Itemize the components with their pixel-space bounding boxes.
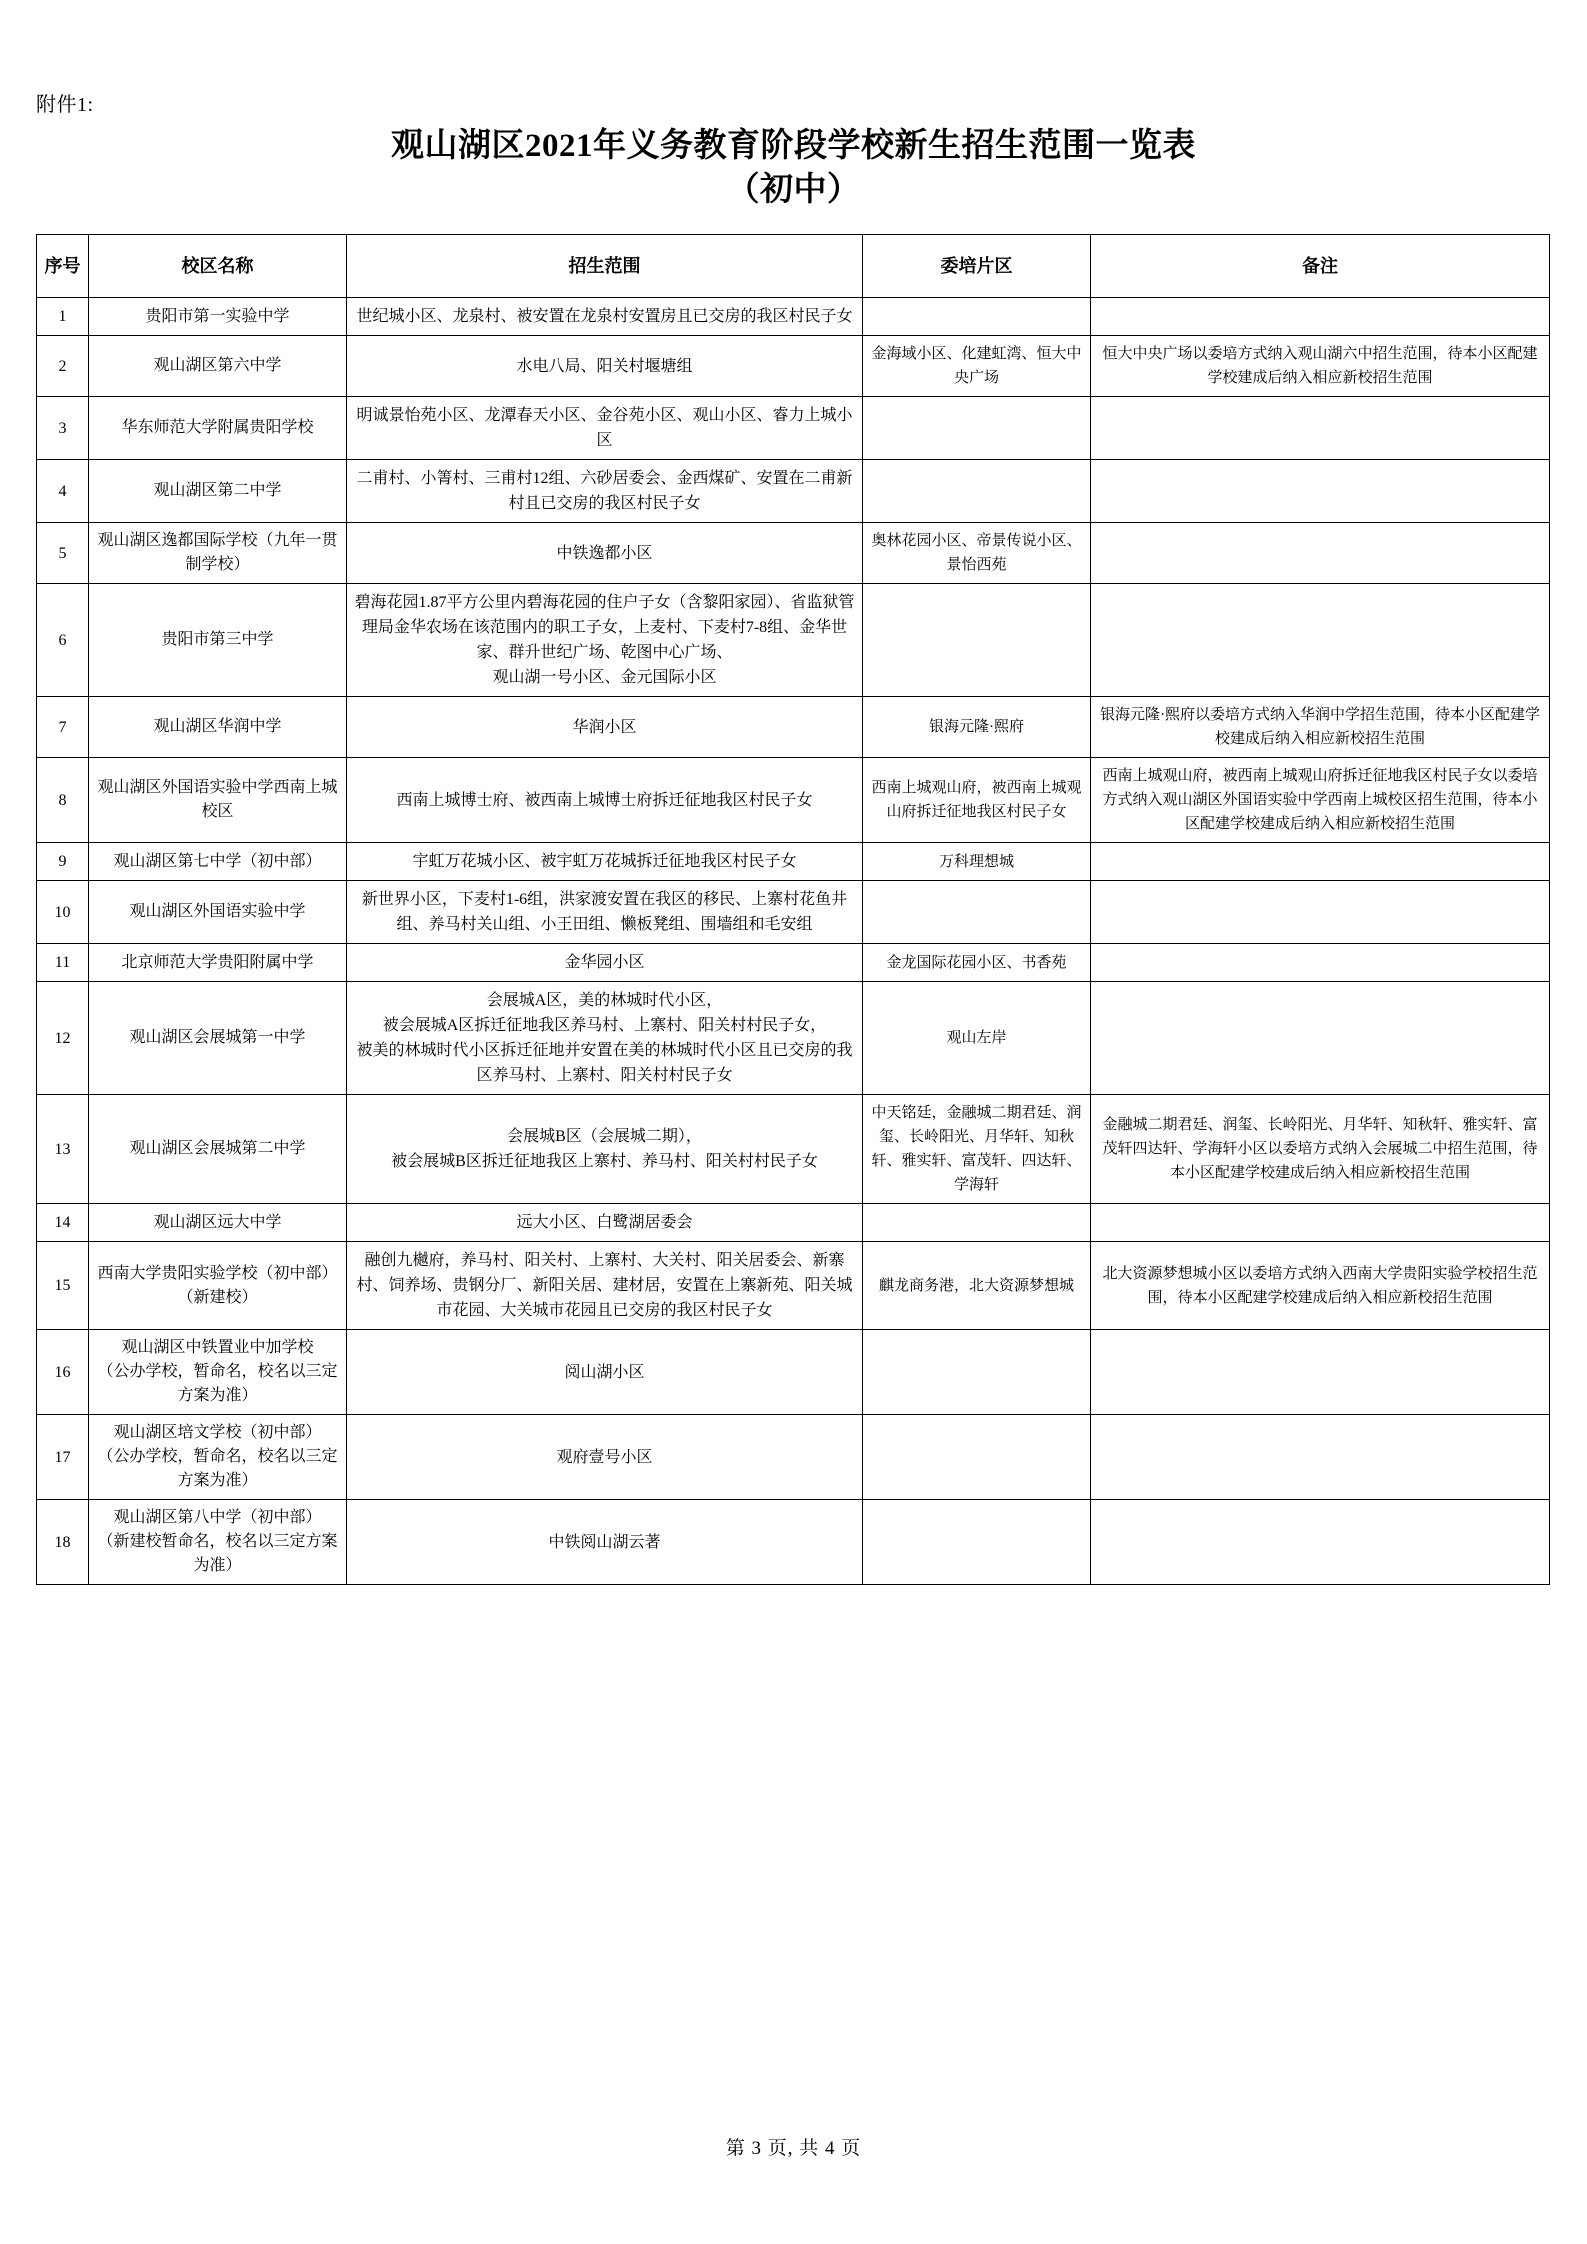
cell-index: 14 <box>37 1204 89 1242</box>
cell-enrollment-range: 华润小区 <box>347 697 863 758</box>
cell-index: 13 <box>37 1095 89 1204</box>
cell-enrollment-range: 明诚景怡苑小区、龙潭春天小区、金谷苑小区、观山小区、睿力上城小区 <box>347 397 863 460</box>
cell-entrusted-area <box>863 1330 1091 1415</box>
cell-entrusted-area <box>863 1500 1091 1585</box>
cell-school-name: 北京师范大学贵阳附属中学 <box>89 944 347 982</box>
cell-index: 3 <box>37 397 89 460</box>
cell-entrusted-area: 银海元隆·熙府 <box>863 697 1091 758</box>
cell-enrollment-range: 二甫村、小箐村、三甫村12组、六砂居委会、金西煤矿、安置在二甫新村且已交房的我区村民子女 <box>347 460 863 523</box>
column-header-school: 校区名称 <box>89 235 347 298</box>
cell-note: 银海元隆·熙府以委培方式纳入华润中学招生范围，待本小区配建学校建成后纳入相应新校招生范围 <box>1091 697 1550 758</box>
table-header-row <box>37 235 1550 298</box>
cell-school-name: 观山湖区第八中学（初中部） （新建校暂命名，校名以三定方案为准） <box>89 1500 347 1585</box>
table-row <box>37 1330 1550 1415</box>
cell-school-name: 观山湖区外国语实验中学西南上城校区 <box>89 758 347 843</box>
table-row <box>37 584 1550 697</box>
cell-index: 4 <box>37 460 89 523</box>
cell-index: 11 <box>37 944 89 982</box>
cell-school-name: 华东师范大学附属贵阳学校 <box>89 397 347 460</box>
column-header-note: 备注 <box>1091 235 1550 298</box>
table-row <box>37 336 1550 397</box>
cell-note: 西南上城观山府，被西南上城观山府拆迁征地我区村民子女以委培方式纳入观山湖区外国语实验中学西南上城校区招生范围，待本小区配建学校建成后纳入相应新校招生范围 <box>1091 758 1550 843</box>
cell-note: 金融城二期君廷、润玺、长岭阳光、月华轩、知秋轩、雅实轩、富茂轩四达轩、学海轩小区以委培方式纳入会展城二中招生范围，待本小区配建学校建成后纳入相应新校招生范围 <box>1091 1095 1550 1204</box>
cell-note <box>1091 298 1550 336</box>
cell-school-name: 贵阳市第一实验中学 <box>89 298 347 336</box>
table-row <box>37 1242 1550 1330</box>
cell-note <box>1091 1330 1550 1415</box>
cell-note <box>1091 843 1550 881</box>
cell-school-name: 观山湖区会展城第二中学 <box>89 1095 347 1204</box>
table-row <box>37 982 1550 1095</box>
page-footer: 第 3 页, 共 4 页 <box>725 2138 862 2159</box>
cell-note <box>1091 1500 1550 1585</box>
cell-entrusted-area: 中天铭廷，金融城二期君廷、润玺、长岭阳光、月华轩、知秋轩、雅实轩、富茂轩、四达轩、学海轩 <box>863 1095 1091 1204</box>
cell-school-name: 观山湖区培文学校（初中部） （公办学校，暂命名，校名以三定方案为准） <box>89 1415 347 1500</box>
cell-note <box>1091 584 1550 697</box>
table-row <box>37 298 1550 336</box>
table-row <box>37 397 1550 460</box>
table-body <box>37 298 1550 1585</box>
cell-school-name: 贵阳市第三中学 <box>89 584 347 697</box>
cell-school-name: 观山湖区远大中学 <box>89 1204 347 1242</box>
cell-note <box>1091 881 1550 944</box>
table-row <box>37 881 1550 944</box>
cell-enrollment-range: 金华园小区 <box>347 944 863 982</box>
column-header-range: 招生范围 <box>347 235 863 298</box>
column-header-entrust: 委培片区 <box>863 235 1091 298</box>
table-row <box>37 697 1550 758</box>
cell-school-name: 观山湖区第七中学（初中部） <box>89 843 347 881</box>
cell-enrollment-range: 宇虹万花城小区、被宇虹万花城拆迁征地我区村民子女 <box>347 843 863 881</box>
cell-note <box>1091 982 1550 1095</box>
cell-entrusted-area: 奥林花园小区、帝景传说小区、景怡西苑 <box>863 523 1091 584</box>
cell-index: 7 <box>37 697 89 758</box>
cell-entrusted-area <box>863 298 1091 336</box>
column-header-index: 序号 <box>37 235 89 298</box>
cell-entrusted-area <box>863 1415 1091 1500</box>
page-title <box>0 124 1587 212</box>
table-row <box>37 523 1550 584</box>
cell-index: 1 <box>37 298 89 336</box>
cell-entrusted-area <box>863 1204 1091 1242</box>
cell-entrusted-area: 金龙国际花园小区、书香苑 <box>863 944 1091 982</box>
cell-note <box>1091 523 1550 584</box>
cell-enrollment-range: 会展城A区，美的林城时代小区， 被会展城A区拆迁征地我区养马村、上寨村、阳关村村民子女， 被美的林城时代小区拆迁征地并安置在美的林城时代小区且已交房的我区养马村、上寨村、阳关村村民子女 <box>347 982 863 1095</box>
table-row <box>37 460 1550 523</box>
cell-note: 北大资源梦想城小区以委培方式纳入西南大学贵阳实验学校招生范围，待本小区配建学校建成后纳入相应新校招生范围 <box>1091 1242 1550 1330</box>
cell-enrollment-range: 西南上城博士府、被西南上城博士府拆迁征地我区村民子女 <box>347 758 863 843</box>
cell-index: 2 <box>37 336 89 397</box>
cell-entrusted-area: 观山左岸 <box>863 982 1091 1095</box>
cell-enrollment-range: 中铁逸都小区 <box>347 523 863 584</box>
cell-note <box>1091 1204 1550 1242</box>
cell-enrollment-range: 新世界小区，下麦村1-6组，洪家渡安置在我区的移民、上寨村花鱼井组、养马村关山组、小王田组、懒板凳组、围墙组和毛安组 <box>347 881 863 944</box>
cell-index: 5 <box>37 523 89 584</box>
cell-school-name: 观山湖区逸都国际学校（九年一贯制学校） <box>89 523 347 584</box>
cell-index: 10 <box>37 881 89 944</box>
cell-note: 恒大中央广场以委培方式纳入观山湖六中招生范围，待本小区配建学校建成后纳入相应新校招生范围 <box>1091 336 1550 397</box>
cell-index: 18 <box>37 1500 89 1585</box>
cell-entrusted-area <box>863 881 1091 944</box>
table-row <box>37 1500 1550 1585</box>
cell-school-name: 观山湖区第六中学 <box>89 336 347 397</box>
page-title-line2: （初中） <box>726 172 861 208</box>
cell-enrollment-range: 融创九樾府，养马村、阳关村、上寨村、大关村、阳关居委会、新寨村、饲养场、贵钢分厂、新阳关居、建材居，安置在上寨新苑、阳关城市花园、大关城市花园且已交房的我区村民子女 <box>347 1242 863 1330</box>
cell-entrusted-area: 麒龙商务港，北大资源梦想城 <box>863 1242 1091 1330</box>
table-row <box>37 1204 1550 1242</box>
cell-index: 16 <box>37 1330 89 1415</box>
table-row <box>37 1095 1550 1204</box>
cell-note <box>1091 397 1550 460</box>
cell-enrollment-range: 会展城B区（会展城二期）， 被会展城B区拆迁征地我区上寨村、养马村、阳关村村民子女 <box>347 1095 863 1204</box>
table-row <box>37 758 1550 843</box>
cell-enrollment-range: 水电八局、阳关村堰塘组 <box>347 336 863 397</box>
cell-school-name: 观山湖区中铁置业中加学校 （公办学校，暂命名，校名以三定方案为准） <box>89 1330 347 1415</box>
table-row <box>37 1415 1550 1500</box>
cell-index: 9 <box>37 843 89 881</box>
cell-note <box>1091 944 1550 982</box>
cell-entrusted-area: 金海域小区、化建虹湾、恒大中央广场 <box>863 336 1091 397</box>
cell-entrusted-area <box>863 584 1091 697</box>
cell-enrollment-range: 观府壹号小区 <box>347 1415 863 1500</box>
cell-school-name: 观山湖区外国语实验中学 <box>89 881 347 944</box>
cell-index: 12 <box>37 982 89 1095</box>
cell-index: 8 <box>37 758 89 843</box>
cell-school-name: 观山湖区第二中学 <box>89 460 347 523</box>
cell-enrollment-range: 远大小区、白鹭湖居委会 <box>347 1204 863 1242</box>
table-row <box>37 944 1550 982</box>
cell-note <box>1091 1415 1550 1500</box>
cell-entrusted-area: 万科理想城 <box>863 843 1091 881</box>
cell-enrollment-range: 世纪城小区、龙泉村、被安置在龙泉村安置房且已交房的我区村民子女 <box>347 298 863 336</box>
cell-index: 15 <box>37 1242 89 1330</box>
cell-entrusted-area: 西南上城观山府，被西南上城观山府拆迁征地我区村民子女 <box>863 758 1091 843</box>
cell-school-name: 观山湖区华润中学 <box>89 697 347 758</box>
cell-index: 17 <box>37 1415 89 1500</box>
enrollment-table <box>36 234 1550 1585</box>
table-row <box>37 843 1550 881</box>
cell-school-name: 西南大学贵阳实验学校（初中部）（新建校） <box>89 1242 347 1330</box>
cell-note <box>1091 460 1550 523</box>
cell-enrollment-range: 阅山湖小区 <box>347 1330 863 1415</box>
cell-school-name: 观山湖区会展城第一中学 <box>89 982 347 1095</box>
cell-enrollment-range: 中铁阅山湖云著 <box>347 1500 863 1585</box>
page-title-line1: 观山湖区2021年义务教育阶段学校新生招生范围一览表 <box>391 128 1196 164</box>
attachment-label: 附件1: <box>36 94 94 116</box>
cell-enrollment-range: 碧海花园1.87平方公里内碧海花园的住户子女（含黎阳家园）、省监狱管理局金华农场在该范围内的职工子女，上麦村、下麦村7-8组、金华世家、群升世纪广场、乾图中心广场、 观山湖一号小区、金元国际小区 <box>347 584 863 697</box>
cell-entrusted-area <box>863 397 1091 460</box>
cell-index: 6 <box>37 584 89 697</box>
cell-entrusted-area <box>863 460 1091 523</box>
